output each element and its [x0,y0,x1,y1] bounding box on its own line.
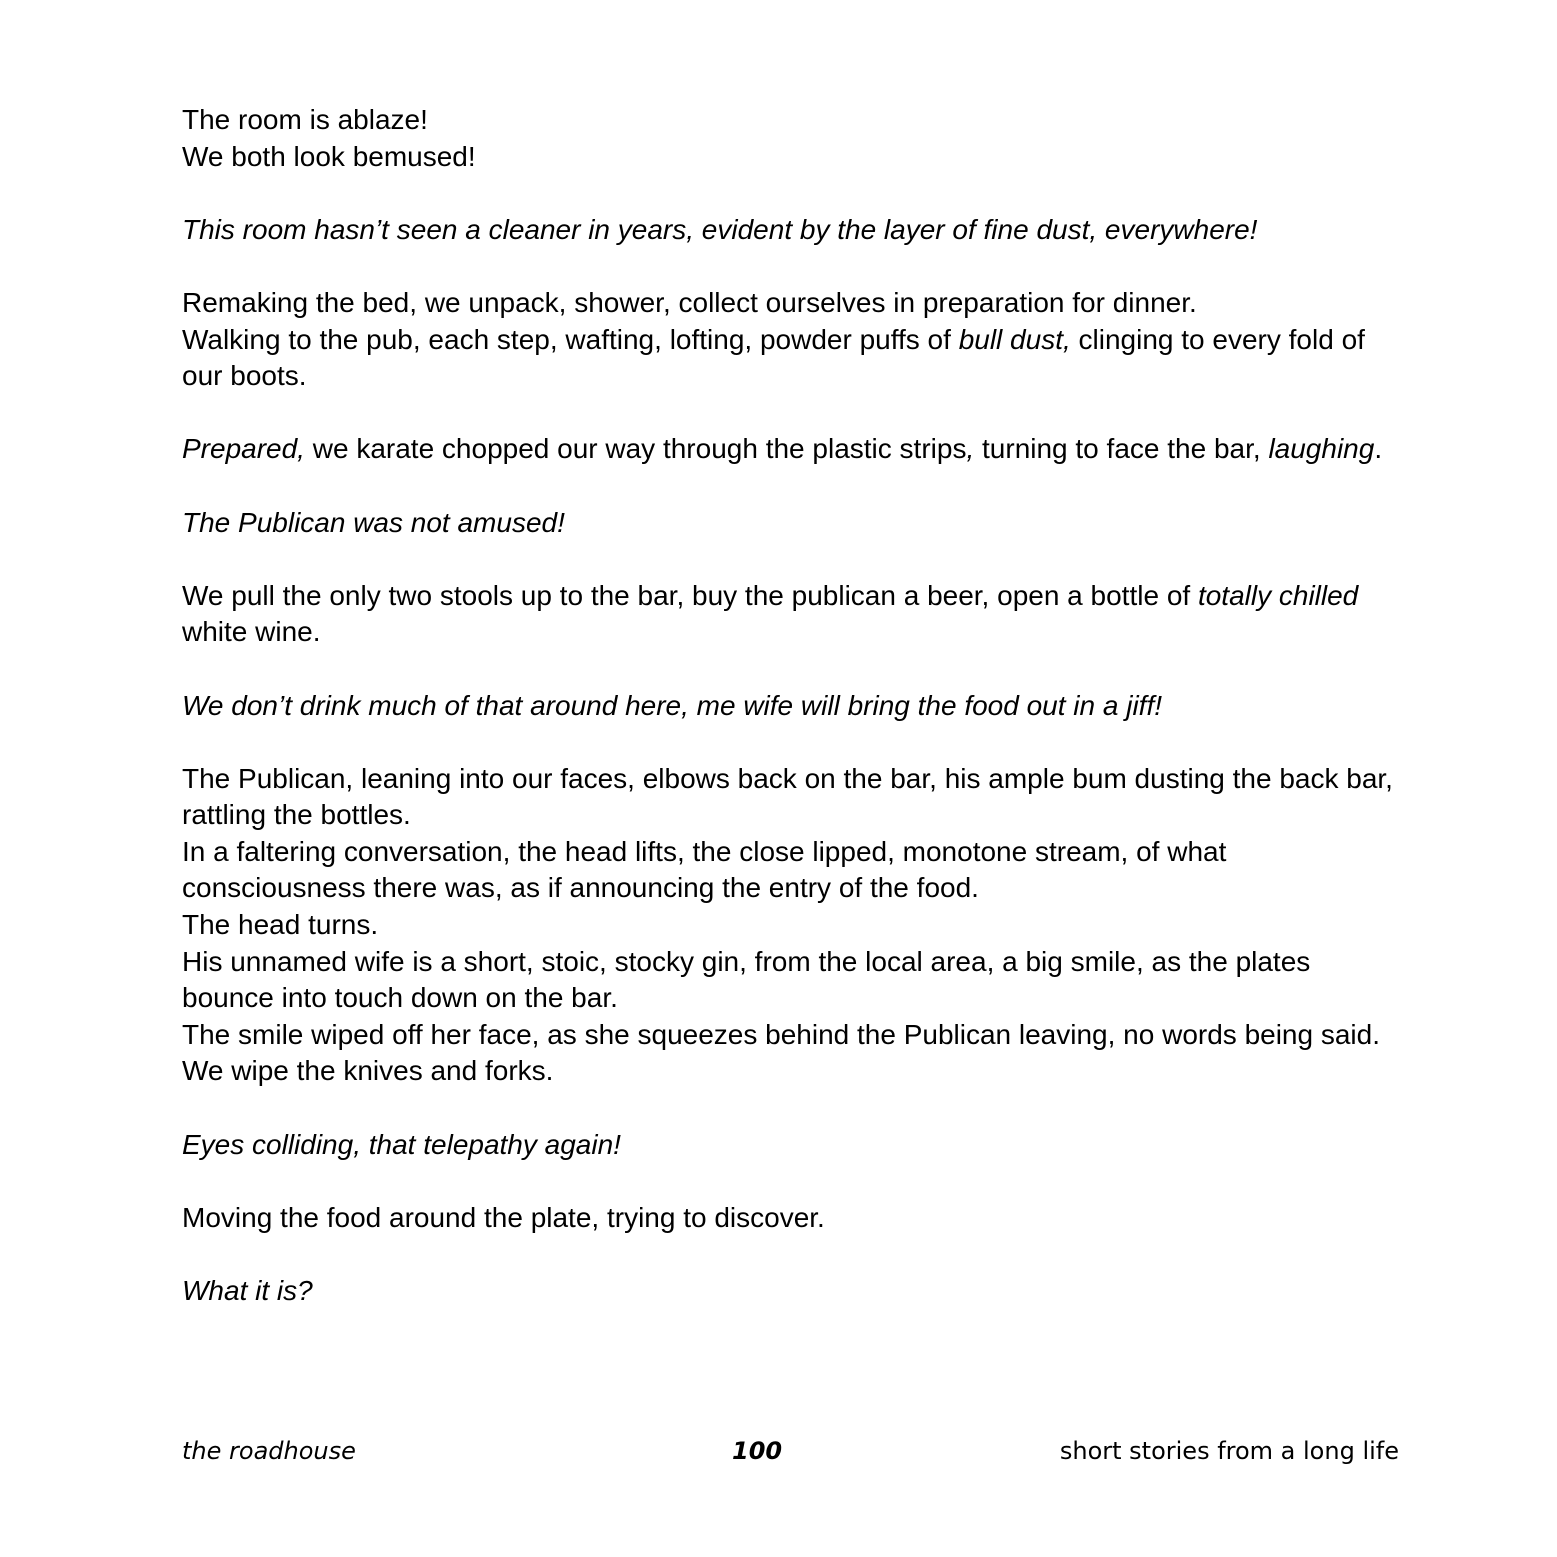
page-number: 100 [732,1437,783,1465]
text-line: The smile wiped off her face, as she squeezes behind the Publican leaving, no words being said. [182,1018,1380,1050]
page-footer [182,1434,1399,1468]
italic-run: , [966,433,975,465]
text-line: The Publican, leaning into our faces, elbows back on the bar, his ample bum dusting the back bar, rattling the bottles. [182,762,1393,831]
text-run: Walking to the pub, each step, wafting, lofting, powder puffs of [182,323,959,355]
text-line: What it is? [182,1275,313,1306]
paragraph-4 [182,431,1402,468]
paragraph-2-italic [182,212,1402,249]
italic-run: Prepared, [182,433,305,465]
paragraph-8 [182,761,1402,1090]
footer-book-title: short stories from a long life [1059,1437,1399,1465]
text-line [182,322,1402,395]
footer-book-section: the roadhouse [182,1437,356,1465]
paragraph-7-italic [182,688,1402,725]
italic-run: totally chilled [1197,579,1359,611]
italic-run: bull dust, [958,323,1071,355]
text-line: Moving the food around the plate, trying to discover. [182,1201,825,1233]
text-line: The head turns. [182,909,379,941]
page-body [182,102,1402,1310]
text-run: turning to face the bar, [974,433,1269,465]
italic-run: laughing [1268,433,1375,465]
text-line: The Publican was not amused! [182,506,565,538]
text-line: Eyes colliding, that telepathy again! [182,1128,621,1160]
paragraph-5-italic [182,505,1402,542]
text-line: We both look bemused! [182,140,476,172]
text-run: clinging to every fold of our boots. [182,323,1365,392]
text-line: We wipe the knives and forks. [182,1055,554,1087]
paragraph-3 [182,285,1402,395]
text-run: We pull the only two stools up to the bar, buy the publican a beer, open a bottle of [182,579,1198,611]
text-line: In a faltering conversation, the head lifts, the close lipped, monotone stream, of what consciousness there was, as if announcing the entry of the food. [182,835,1227,904]
text-run: . [1374,433,1383,465]
paragraph-11-italic [182,1273,1402,1310]
text-line: The room is ablaze! [182,104,428,135]
text-line: Remaking the bed, we unpack, shower, collect ourselves in preparation for dinner. [182,286,1197,318]
text-line: We don’t drink much of that around here, me wife will bring the food out in a jiff! [182,689,1162,721]
paragraph-1 [182,102,1402,175]
paragraph-9-italic [182,1127,1402,1164]
paragraph-6 [182,578,1402,651]
text-run: we karate chopped our way through the plastic strips [304,433,967,465]
text-line: This room hasn’t seen a cleaner in years, evident by the layer of fine dust, everywhere! [182,213,1258,245]
text-run: white wine. [182,616,321,648]
paragraph-10 [182,1200,1402,1237]
text-line: His unnamed wife is a short, stoic, stocky gin, from the local area, a big smile, as the plates bounce into touch down on the bar. [182,945,1311,1014]
